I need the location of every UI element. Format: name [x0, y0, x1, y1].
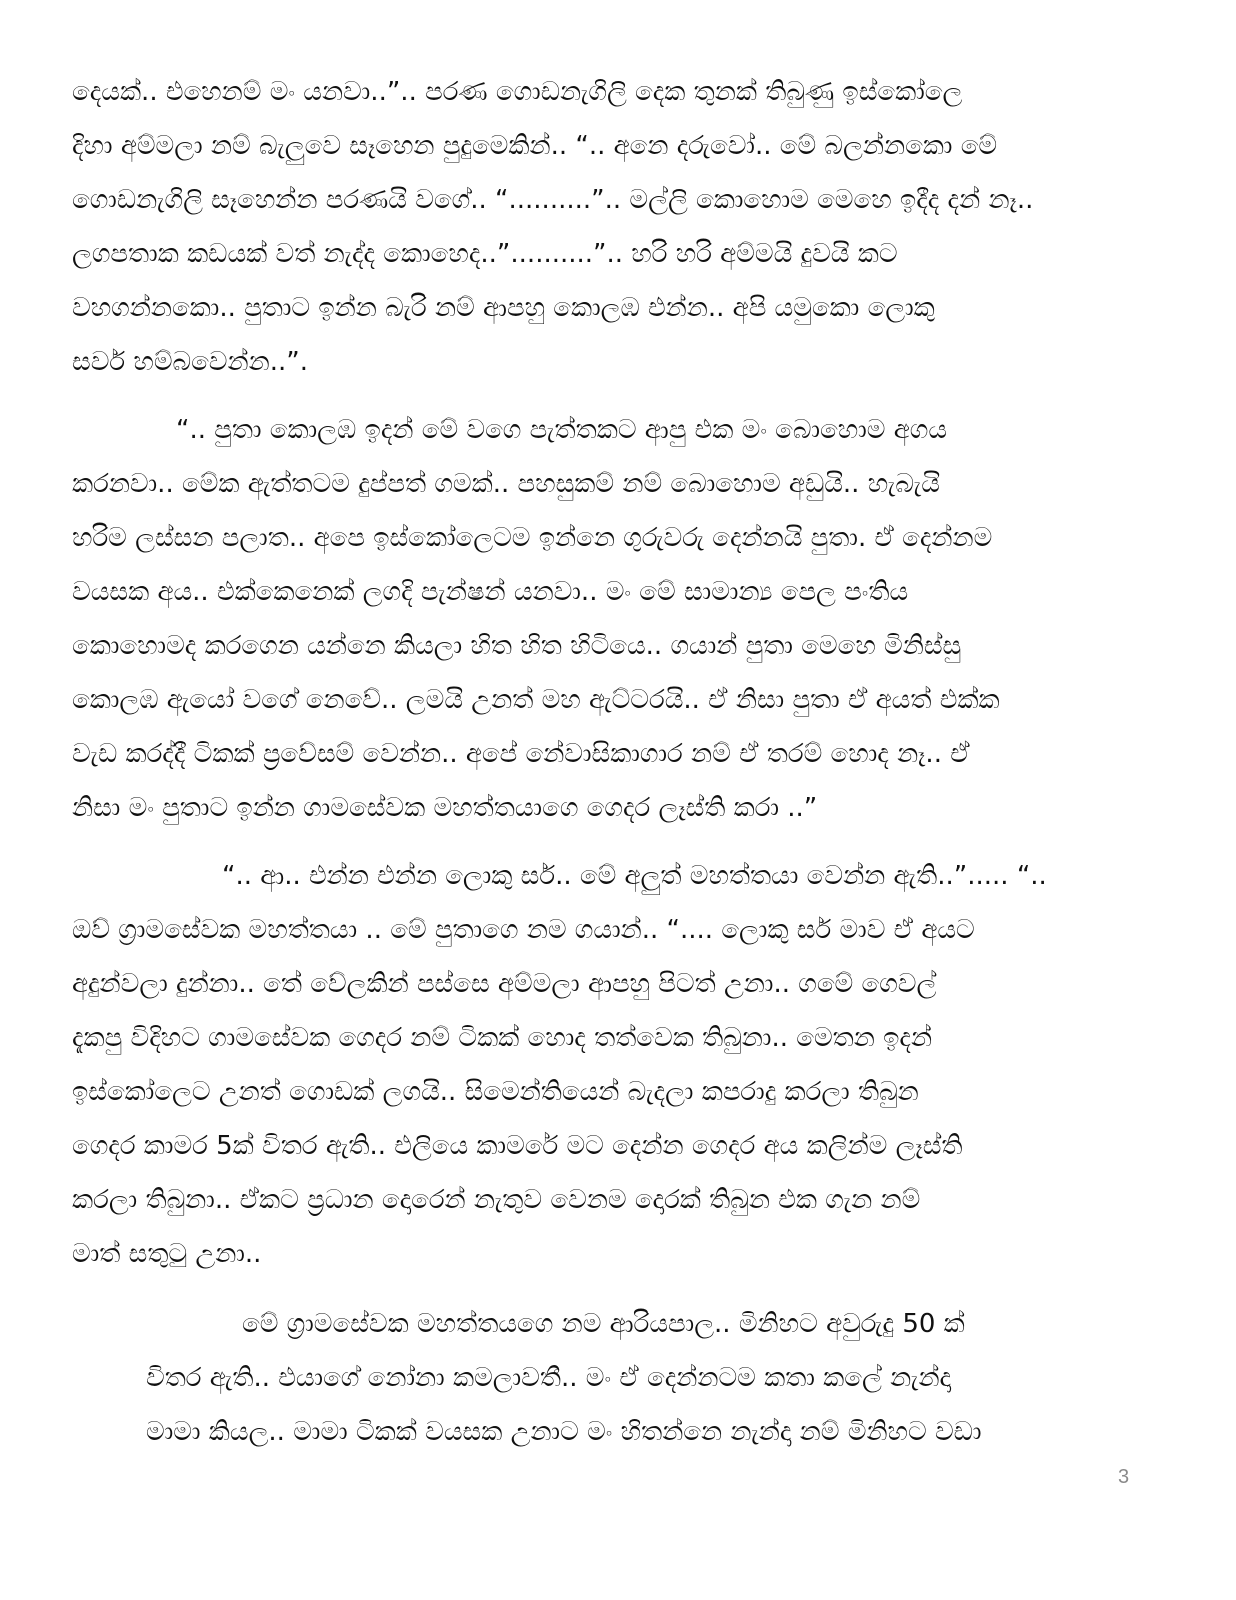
text-line: “.. පුතා කොලඹ ඉදන් මේ වගෙ පැත්තකට ආපු එක මං බොහොම අගය: [176, 415, 948, 445]
text-line: විතර ඇති.. එයාගේ නෝනා කමලාවතී.. මං ඒ දෙන්නටම කතා කලේ නැන්දා: [146, 1363, 952, 1393]
text-line: අදුන්වලා දුන්නා.. තේ වේලකින් පස්සෙ අම්මලා ආපහු පිටත් උනා.. ගමේ ගෙවල්: [72, 969, 937, 999]
text-line: නිසා මං පුතාට ඉන්න ගාමසේවක මහත්තයාගෙ ගෙදර ලෑස්ති කරා ..”: [72, 793, 818, 823]
text-line: වැඩ කරද්දී ටිකක් ප්‍රවේසම් වෙන්න.. අපේ නේවාසිකාගාර නම් ඒ තරම් හොද නෑ.. ඒ: [72, 739, 970, 769]
text-line: දෙයක්.. එහෙනම් මං යනවා..”.. පරණ ගොඩනැගිලි දෙක තුනක් තිබුණු ඉස්කෝලෙ: [72, 77, 963, 107]
text-line: කරලා තිබුනා.. ඒකට ප්‍රධාන දොරෙන් නැතුව වෙනම දොරක් තිබුන එක ගැන නම්: [72, 1185, 921, 1215]
text-line: “.. ආ.. එන්න එන්න ලොකු සර්.. මේ අලුත් මහත්තයා වෙන්න ඇති..”..... “..: [222, 861, 1047, 891]
text-line: කොහොමද කරගෙන යන්නෙ කියලා හිත හිත හිටියෙ.. ගයාන් පුතා මෙහෙ මිනිස්සු: [72, 631, 962, 661]
text-line: දිහා අම්මලා නම් බැලුවෙ සෑහෙන පුදුමෙකින්.. “.. අනෙ දරුවෝ.. මේ බලන්නකො මේ: [72, 131, 998, 161]
text-line: මාත් සතුටු උනා..: [72, 1239, 262, 1269]
text-line: වහගන්නකො.. පුතාට ඉන්න බැරි නම් ආපහු කොලඹ එන්න.. අපි යමුකො ලොකු: [72, 293, 935, 323]
text-line: සර්ව හම්බවෙන්න..”.: [72, 347, 308, 377]
text-line: වයසක අය.. එක්කෙනෙක් ලගදි පැන්ෂන් යනවා.. මං මේ සාමාන්‍ය පෙල පංතිය: [72, 577, 909, 607]
text-line: ඉස්කෝලෙට උනත් ගොඩක් ලගයි.. සිමෙන්තියෙන් බැදලා කපරාදු කරලා තිබුන: [72, 1077, 919, 1107]
text-line: ලගපතාක කඩයක් වත් නැද්ද කොහෙද..”..........”.. හරි හරි අම්මයි දුවයි කට: [72, 239, 898, 269]
text-line: හරිම ලස්සන පලාත.. අපෙ ඉස්කෝලෙටම ඉන්නෙ ගුරුවරු දෙන්නයි පුතා. ඒ දෙන්නම: [72, 523, 993, 553]
page-number: 3: [1118, 1466, 1130, 1488]
text-line: දැකපු විදිහට ගාමසේවක ගෙදර නම් ටිකක් හොද තත්වෙක තිබුනා.. මෙතන ඉදන්: [72, 1023, 933, 1053]
text-line: කොලඹ ඇයෝ වගේ නෙවේ.. ලමයි උනත් මහ ඇට්ටරයි.. ඒ නිසා පුතා ඒ අයත් එක්ක: [72, 685, 1000, 715]
text-line: මාමා කියල.. මාමා ටිකක් වයසක උනාට මං හිතන්නෙ නැන්දා නම් මිනිහට වඩා: [146, 1417, 982, 1447]
text-line: ගෙදර කාමර 5ක් විතර ඇති.. එලියෙ කාමරේ මට දෙන්න ගෙදර අය කලින්ම ලෑස්ති: [72, 1131, 963, 1161]
text-line: ගොඩනැගිලි සෑහෙන්න පරණයි වගේ.. “..........”.. මල්ලි කොහොම මෙහෙ ඉදීද දන් නෑ..: [72, 185, 1034, 215]
text-line: ඔව් ග්‍රාමසේවක මහත්තයා .. මේ පුතාගෙ නම ගයාන්.. “.... ලොකු සර් මාව ඒ අයට: [72, 915, 975, 945]
text-line: කරනවා.. මේක ඇත්තටම දුප්පත් ගමක්.. පහසුකම් නම් බොහොම අඩුයි.. හැබැයි: [72, 469, 940, 499]
text-line: මේ ග්‍රාමසේවක මහත්තයගෙ නම ආරියපාල.. මිනිහට අවුරුදු 50 ක්: [242, 1309, 965, 1339]
